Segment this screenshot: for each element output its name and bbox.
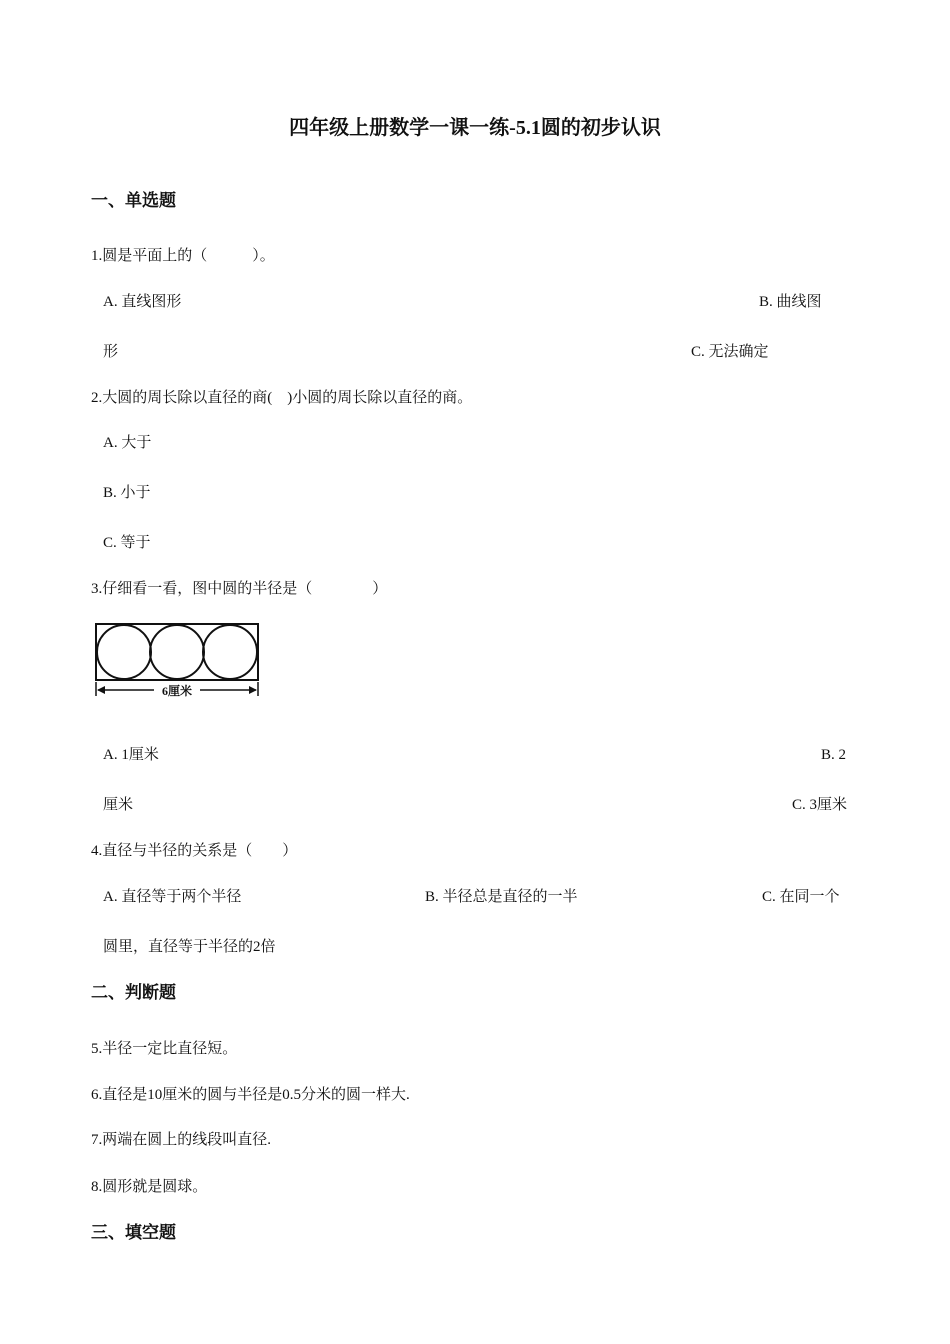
question-2-option-c: C. 等于 [103,535,151,551]
section-heading-single-choice: 一、单选题 [91,191,176,210]
page-title: 四年级上册数学一课一练-5.1圆的初步认识 [289,117,661,139]
question-4-option-a: A. 直径等于两个半径 [103,889,242,905]
question-1-option-c: C. 无法确定 [691,344,769,360]
question-3-option-a: A. 1厘米 [103,747,159,763]
question-4-stem: 4.直径与半径的关系是（ ） [91,843,298,859]
question-5-stem: 5.半径一定比直径短。 [91,1041,238,1057]
figure-rectangle [96,624,258,680]
question-3-stem: 3.仔细看一看，图中圆的半径是（ ） [91,581,388,597]
question-1-stem: 1.圆是平面上的（ ）。 [91,248,275,264]
dimension-arrow-right [249,686,257,694]
section-heading-true-false: 二、判断题 [91,983,176,1002]
figure-circle-middle [150,625,204,679]
question-3-option-b-continued: 厘米 [103,797,134,813]
question-1-option-b: B. 曲线图 [759,294,822,310]
figure-circle-left [97,625,151,679]
figure-circle-right [203,625,257,679]
question-4-option-c: C. 在同一个 [762,889,840,905]
question-1-option-a: A. 直线图形 [103,294,182,310]
three-circles-figure [92,620,264,700]
section-heading-fill-blank: 三、填空题 [91,1223,176,1242]
question-6-stem: 6.直径是10厘米的圆与半径是0.5分米的圆一样大. [91,1087,410,1103]
question-4-option-b: B. 半径总是直径的一半 [425,889,578,905]
question-2-stem: 2.大圆的周长除以直径的商( )小圆的周长除以直径的商。 [91,390,473,406]
question-2-option-a: A. 大于 [103,435,152,451]
question-8-stem: 8.圆形就是圆球。 [91,1179,208,1195]
figure-dimension-label: 6厘米 [161,684,193,698]
question-2-option-b: B. 小于 [103,485,151,501]
question-3-option-c: C. 3厘米 [792,797,848,813]
question-3-option-b: B. 2 [821,747,847,763]
question-1-option-b-continued: 形 [103,344,119,360]
question-7-stem: 7.两端在圆上的线段叫直径. [91,1132,272,1148]
dimension-arrow-left [97,686,105,694]
question-4-option-c-continued: 圆里，直径等于半径的2倍 [103,939,276,955]
